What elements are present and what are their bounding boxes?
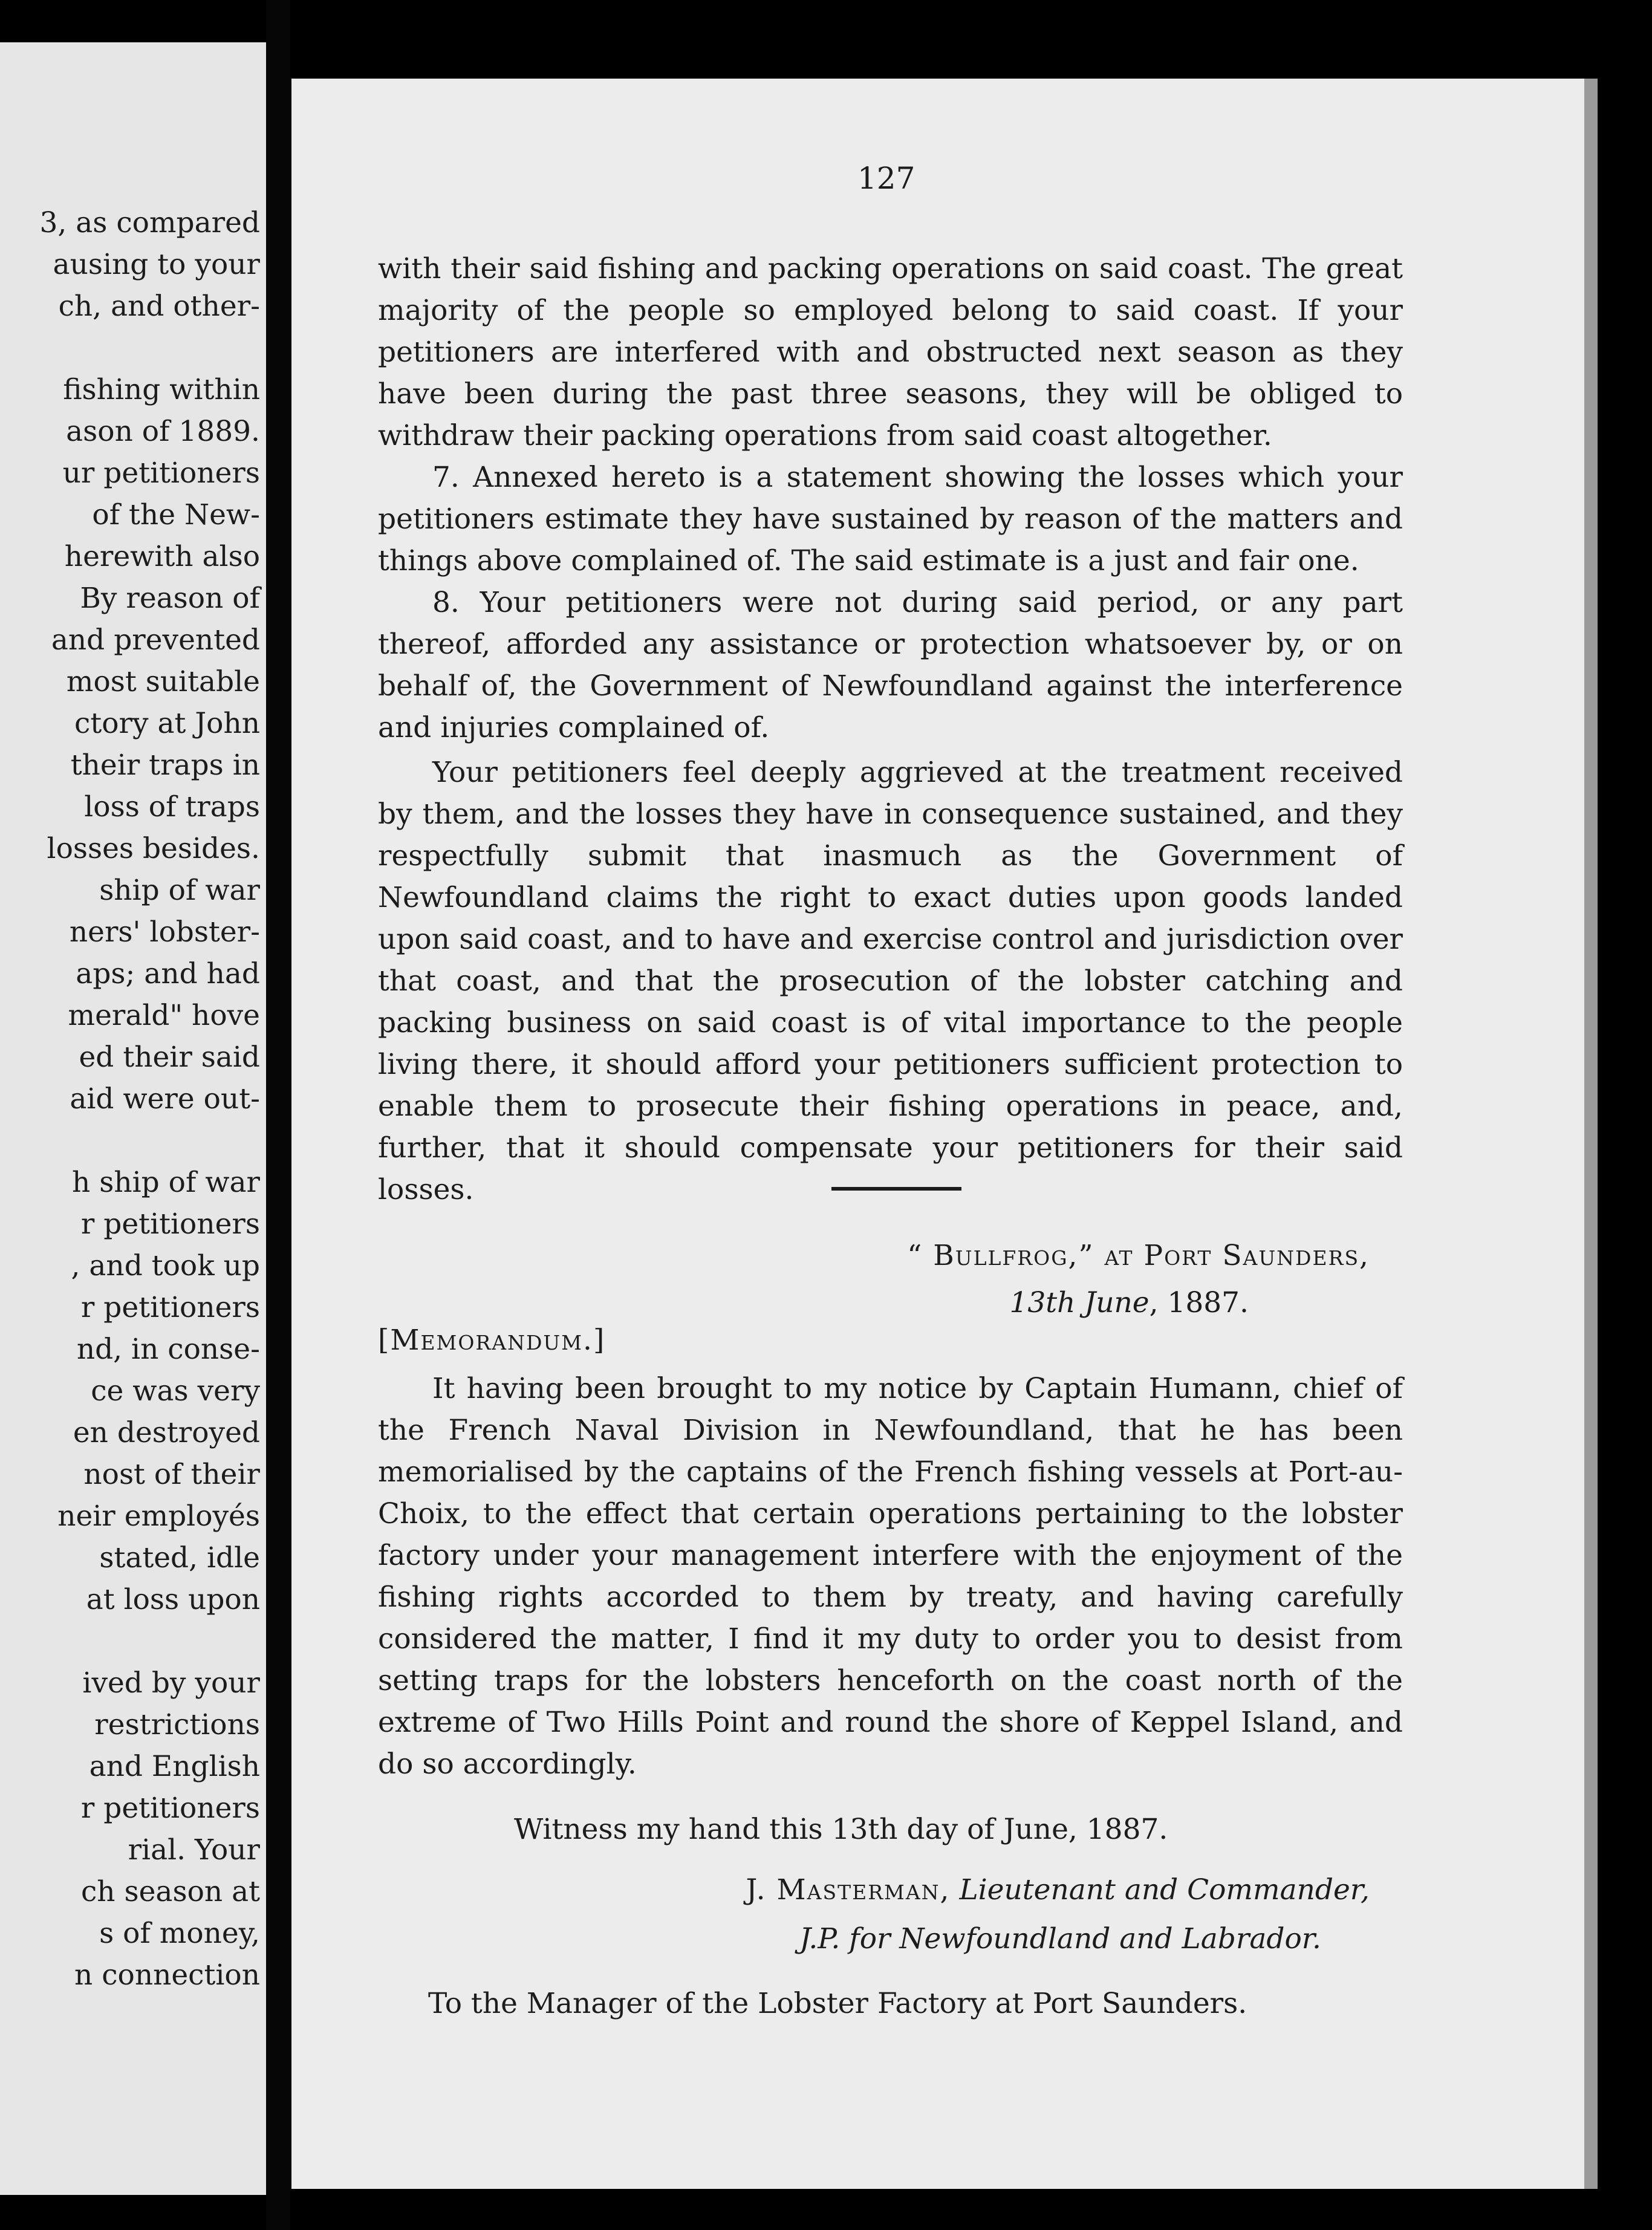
left-page-line: neir employés — [57, 1500, 260, 1533]
left-page-line: aid were out- — [70, 1082, 260, 1116]
signer-title: Lieutenant and Commander, — [959, 1873, 1370, 1907]
left-page-line: and prevented — [51, 623, 260, 657]
left-page-line: fishing within — [63, 373, 260, 406]
left-page-line: rial. Your — [128, 1833, 260, 1867]
left-page-line: ners' lobster- — [69, 915, 260, 949]
paragraph-continued: with their said fishing and packing operations on said coast. The great majority of the people so employed belong to said coast. If your petitioners are interfered with and obstructed next season as they have been during the past three seasons, they will be obliged to withdraw their packing operations from said coast altogether. — [378, 252, 1403, 452]
date-line — [605, 1286, 1249, 1319]
left-page-line: ce was very — [91, 1374, 260, 1408]
left-page-line: aps; and had — [76, 957, 260, 990]
left-page-line: h ship of war — [71, 1166, 260, 1199]
left-page-line: By reason of — [80, 582, 260, 615]
left-page-line: stated, idle — [99, 1541, 260, 1575]
left-page-line: restrictions — [94, 1708, 260, 1741]
signer-office: J.P. for Newfoundland and Labrador. — [799, 1922, 1321, 1955]
left-page-line: ship of war — [99, 874, 260, 907]
left-page-line: ausing to your — [53, 248, 260, 281]
left-page-line: en destroyed — [73, 1416, 260, 1449]
date-month: June — [1084, 1286, 1150, 1319]
left-page-line: most suitable — [66, 665, 260, 698]
date-year: , 1887. — [1149, 1286, 1249, 1319]
left-page-line: ch, and other- — [58, 290, 260, 323]
place-line: “ Bullfrog,” at Port Saunders, — [907, 1239, 1370, 1272]
left-page-line: at loss upon — [86, 1583, 260, 1616]
left-page-line: ctory at John — [74, 707, 260, 740]
left-page-line: n connection — [74, 1959, 260, 1992]
left-page-line: and English — [89, 1750, 260, 1783]
left-page-line: 3, as compared — [39, 206, 260, 239]
addressee-line: To the Manager of the Lobster Factory at Port Saunders. — [428, 1987, 1247, 2020]
page-edge-shadow — [1584, 79, 1598, 2189]
date-day: 13th — [1009, 1286, 1076, 1319]
page-number: 127 — [857, 161, 915, 196]
left-page-line: r petitioners — [80, 1291, 260, 1324]
left-page-line: ch season at — [80, 1875, 260, 1908]
signer-name: J. Masterman, — [746, 1873, 951, 1907]
left-page-fragment — [0, 42, 266, 2195]
left-page-line: merald" hove — [68, 999, 260, 1032]
left-page-line: their traps in — [70, 749, 260, 782]
left-page-line: ur petitioners — [62, 457, 260, 490]
left-page-line: of the New- — [92, 498, 260, 531]
paragraph-8: 8. Your petitioners were not during said period, or any part thereof, afforded any assistance or protection whatsoever by, or on behalf of, the Government of Newfoundland against the interference and injuries complained of. — [378, 586, 1403, 744]
section-divider — [831, 1187, 961, 1191]
witness-line: Witness my hand this 13th day of June, 1887. — [514, 1813, 1168, 1846]
paragraph-7: 7. Annexed hereto is a statement showing the losses which your petitioners estimate they have sustained by reason of the matters and things above complained of. The said estimate is a just and fair one. — [378, 461, 1403, 577]
signature-line — [605, 1873, 1370, 1907]
left-page-line: nd, in conse- — [76, 1333, 260, 1366]
left-page-line: herewith also — [64, 540, 260, 573]
left-page-line: ason of 1889. — [66, 415, 260, 448]
left-page-line: losses besides. — [47, 832, 260, 865]
memorandum-heading: [Memorandum.] — [378, 1324, 606, 1357]
main-text — [378, 248, 1403, 1211]
left-page-line: nost of their — [83, 1458, 260, 1491]
left-page-line: ived by your — [82, 1666, 260, 1700]
left-page-line: , and took up — [71, 1249, 260, 1282]
memorandum-body: It having been brought to my notice by Captain Humann, chief of the French Naval Division in Newfoundland, that he has been memorialised by the captains of the French fishing vessels at Port-au-Choix, to the effect that certain operations pertaining to the lobster factory under your management interfere with the enjoyment of the fishing rights accorded to them by treaty, and having carefully considered the matter, I find it my duty to order you to desist from setting traps for the lobsters henceforth on the coast north of the extreme of Two Hills Point and round the shore of Keppel Island, and do so accordingly. — [378, 1372, 1403, 1781]
paragraph-final: Your petitioners feel deeply aggrieved at the treatment received by them, and the losses they have in consequence sustained, and they respectfully submit that inasmuch as the Government of Newfoundland claims the right to exact duties upon goods landed upon said coast, and to have and exercise control and jurisdiction over that coast, and that the prosecution of the lobster catching and packing business on said coast is of vital importance to the people living there, it should afford your petitioners sufficient protection to enable them to prosecute their fishing operations in peace, and, further, that it should compensate your petitioners for their said losses. — [378, 756, 1403, 1206]
left-page-line: ed their said — [79, 1041, 260, 1074]
left-page-line: r petitioners — [80, 1208, 260, 1241]
left-page-line: r petitioners — [80, 1792, 260, 1825]
left-page-line: loss of traps — [84, 790, 260, 824]
memorandum-body-block — [378, 1368, 1403, 1785]
book-spine — [266, 0, 290, 2230]
left-page-line: s of money, — [99, 1917, 260, 1950]
